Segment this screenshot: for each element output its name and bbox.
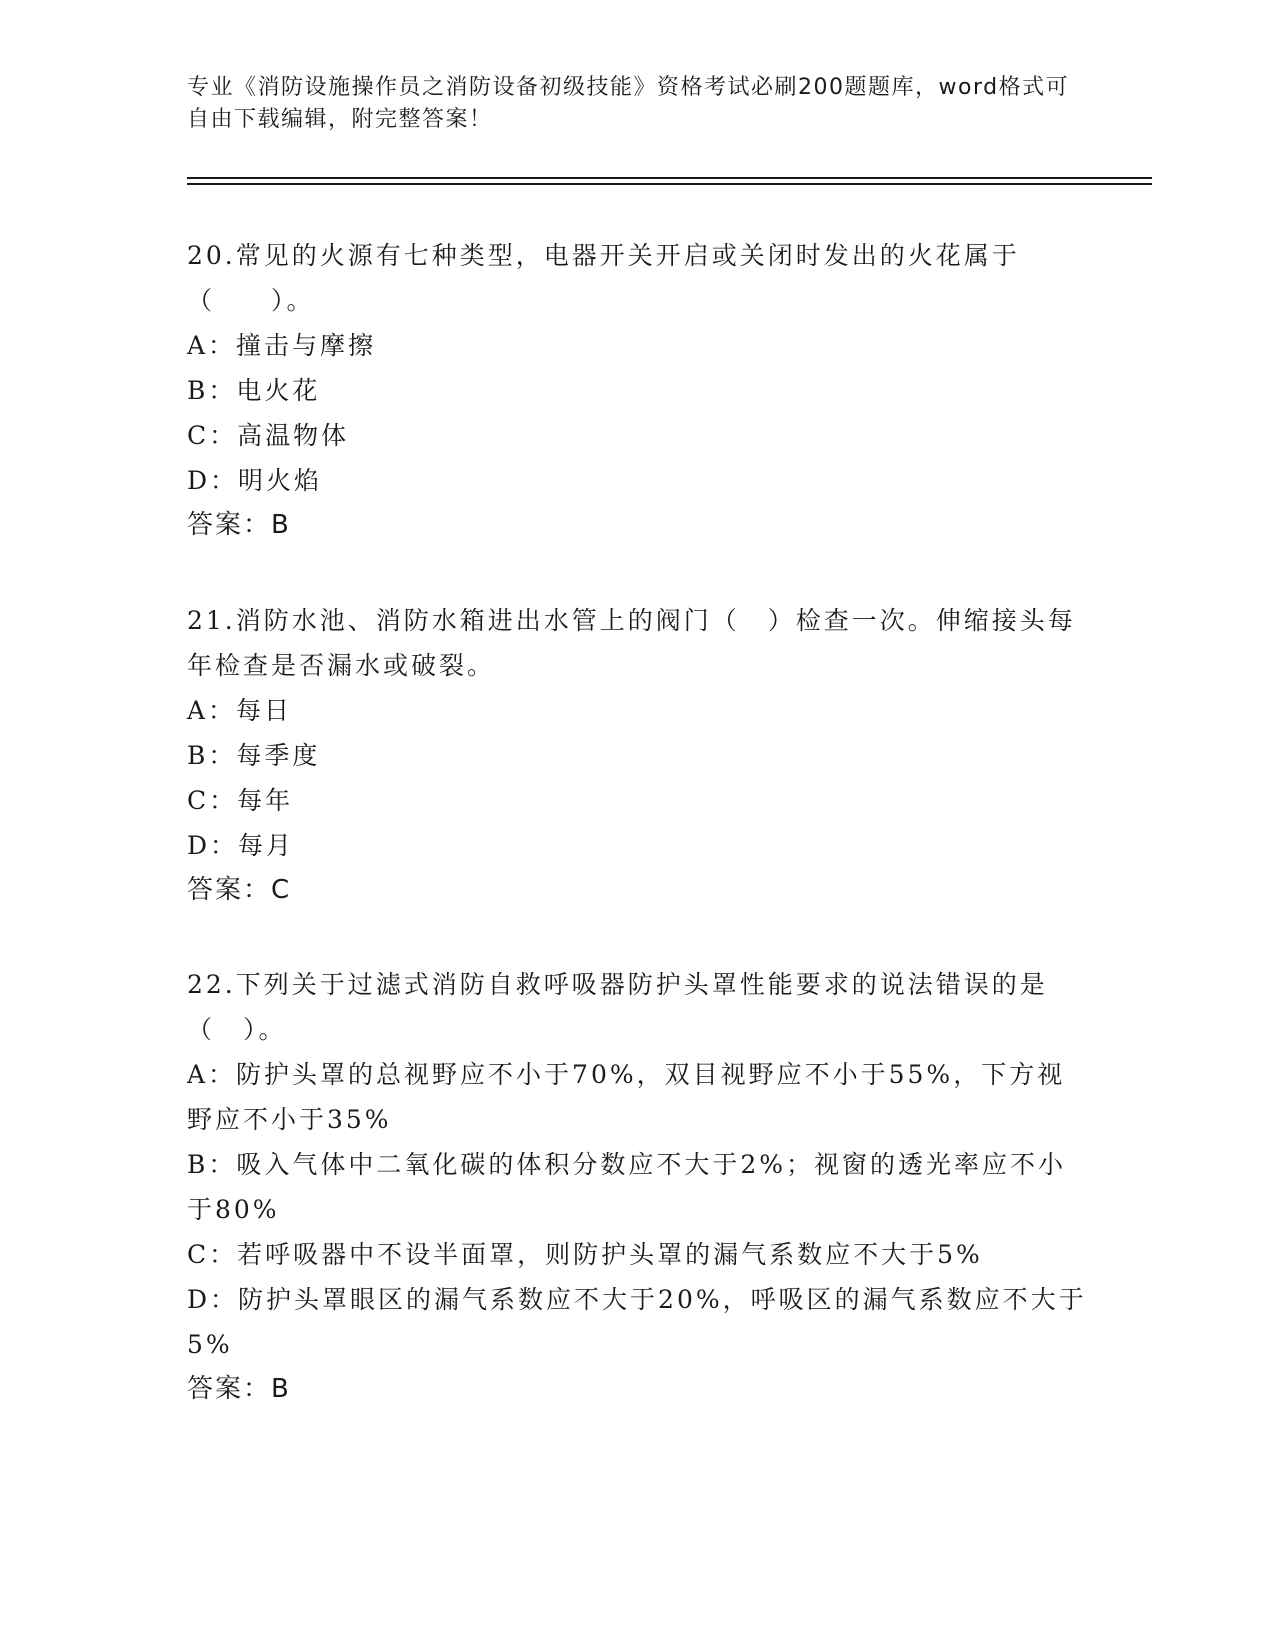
option-c: C：若呼吸器中不设半面罩，则防护头罩的漏气系数应不大于5% xyxy=(187,1240,983,1269)
answer-line xyxy=(187,503,1087,548)
answer-line xyxy=(187,868,1087,913)
option-a: A：防护头罩的总视野应不小于70%，双目视野应不小于55%，下方视野应不小于35% xyxy=(187,1060,1066,1134)
option-d: D：明火焰 xyxy=(187,466,323,495)
option-d: D：防护头罩眼区的漏气系数应不大于20%，呼吸区的漏气系数应不大于5% xyxy=(187,1285,1087,1359)
question-20 xyxy=(187,233,1087,548)
option-c: C：每年 xyxy=(187,786,294,815)
question-text: 20.常见的火源有七种类型，电器开关开启或关闭时发出的火花属于（ ）。 xyxy=(187,241,1020,315)
document-header: 专业《消防设施操作员之消防设备初级技能》资格考试必刷200题题库，word格式可自由下载编辑，附完整答案！ xyxy=(187,75,1070,132)
answer-label: 答案： xyxy=(187,510,272,540)
question-text: 22.下列关于过滤式消防自救呼吸器防护头罩性能要求的说法错误的是（ ）。 xyxy=(187,970,1048,1044)
option-b: B：每季度 xyxy=(187,741,321,770)
question-22 xyxy=(187,962,1087,1412)
answer-value: B xyxy=(271,1374,291,1404)
question-text: 21.消防水池、消防水箱进出水管上的阀门（ ）检查一次。伸缩接头每年检查是否漏水或破裂。 xyxy=(187,606,1076,680)
answer-line xyxy=(187,1367,1087,1412)
option-d: D：每月 xyxy=(187,831,295,860)
answer-label: 答案： xyxy=(187,875,272,905)
question-21 xyxy=(187,598,1087,913)
answer-value: C xyxy=(271,875,292,905)
option-a: A：每日 xyxy=(187,696,293,725)
answer-label: 答案： xyxy=(187,1374,272,1404)
header-divider-bottom xyxy=(187,183,1152,185)
option-c: C：高温物体 xyxy=(187,421,350,450)
option-b: B：吸入气体中二氧化碳的体积分数应不大于2%；视窗的透光率应不小于80% xyxy=(187,1150,1067,1224)
option-b: B：电火花 xyxy=(187,376,321,405)
header-divider-top xyxy=(187,177,1152,179)
answer-value: B xyxy=(271,510,291,540)
option-a: A：撞击与摩擦 xyxy=(187,331,377,360)
